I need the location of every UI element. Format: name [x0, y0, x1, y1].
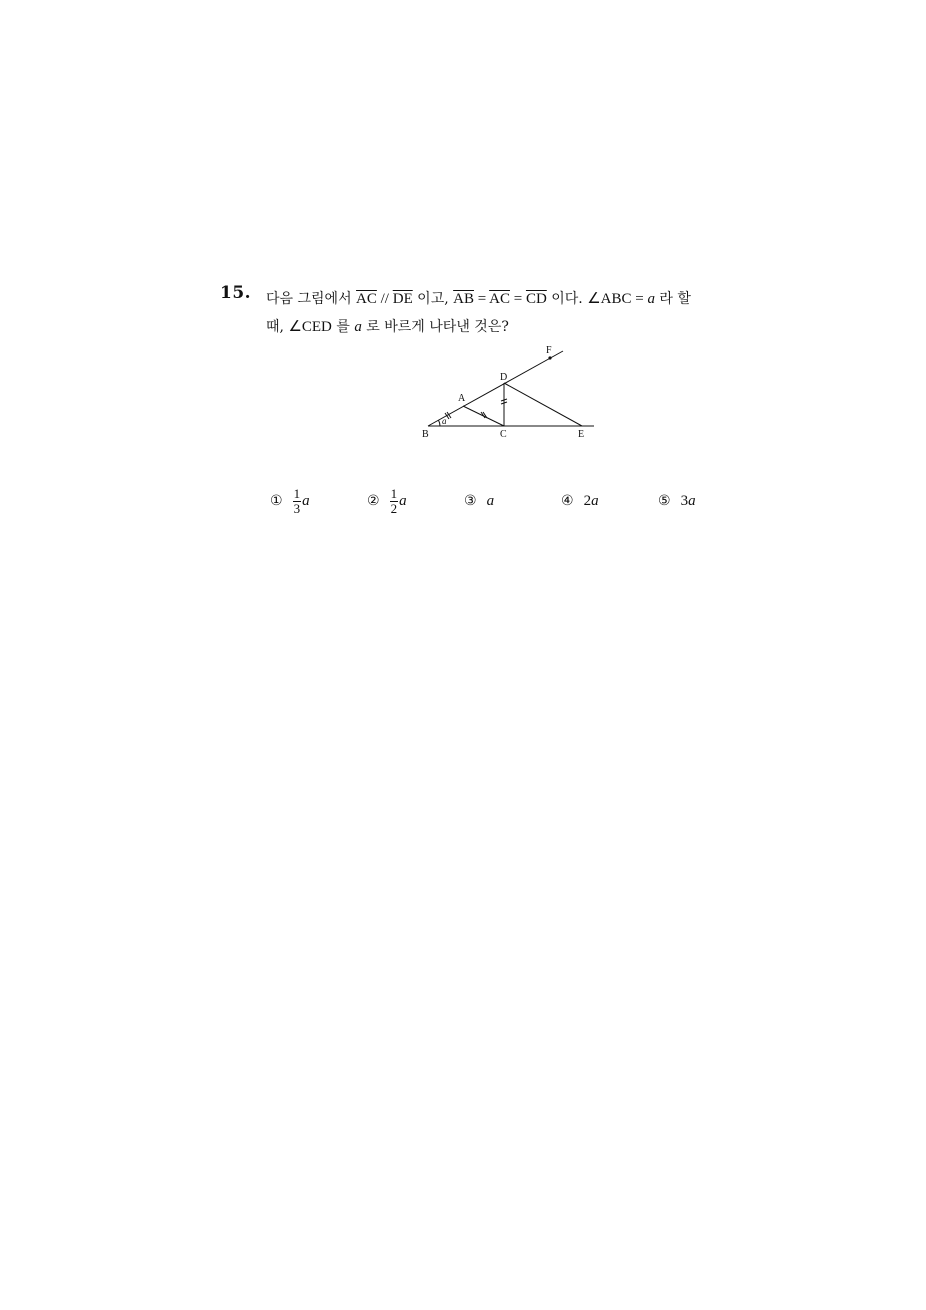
- choice-variable: a: [486, 492, 495, 509]
- label-angle-a: a: [442, 416, 447, 426]
- choice-variable: a: [688, 492, 696, 509]
- answer-choices: [270, 481, 740, 521]
- segment-ab: $\overline{AB}$: [453, 291, 474, 307]
- label-d: D: [500, 372, 508, 383]
- geometry-figure: [418, 343, 598, 443]
- variable-a: a: [354, 319, 362, 335]
- segment-ac: $\overline{AC}$: [489, 291, 510, 307]
- stem-text: 이고,: [412, 291, 454, 307]
- label-f: F: [546, 345, 552, 356]
- parallel-symbol: //: [376, 291, 393, 307]
- label-e: E: [578, 429, 585, 440]
- fraction-denominator: 2: [390, 500, 398, 516]
- fraction-numerator: 1: [293, 485, 301, 501]
- equals-sign: =: [473, 291, 490, 307]
- stem-text: 다음 그림에서: [266, 291, 357, 307]
- variable-a: a: [647, 291, 655, 307]
- label-c: C: [500, 429, 507, 440]
- stem-line-2: [266, 313, 766, 341]
- segment-de: $\overline{DE}$: [392, 291, 413, 307]
- choice-marker: ①: [270, 493, 283, 509]
- angle-abc: ∠ABC =: [587, 291, 648, 307]
- choice-variable: a: [302, 492, 310, 509]
- label-a: A: [458, 393, 466, 404]
- choice-5[interactable]: [658, 481, 696, 521]
- choice-marker: ④: [561, 493, 574, 509]
- stem-text: 로 바르게 나타낸 것은?: [361, 319, 509, 335]
- choice-marker: ③: [464, 493, 477, 509]
- choice-2[interactable]: [367, 481, 407, 521]
- choice-coefficient: 3: [680, 492, 689, 509]
- question-stem: [266, 285, 766, 341]
- question-number: 15.: [220, 283, 252, 303]
- stem-text: 라 할: [654, 291, 691, 307]
- fraction: [293, 487, 302, 516]
- choice-1[interactable]: [270, 481, 310, 521]
- segment-de-line: [504, 383, 582, 426]
- stem-text: 때,: [266, 319, 289, 335]
- stem-line-1: [266, 285, 766, 313]
- choice-marker: ⑤: [658, 493, 671, 509]
- choice-4[interactable]: [561, 481, 599, 521]
- stem-text: 를: [331, 319, 355, 335]
- triangle-diagram: [418, 343, 598, 443]
- stem-text: 이다.: [546, 291, 588, 307]
- choice-3[interactable]: [464, 481, 494, 521]
- choice-coefficient: 2: [583, 492, 592, 509]
- choice-variable: a: [399, 492, 407, 509]
- fraction-numerator: 1: [390, 485, 398, 501]
- equals-sign: =: [509, 291, 526, 307]
- label-b: B: [422, 429, 429, 440]
- segment-cd: $\overline{CD}$: [525, 291, 547, 307]
- fraction: [390, 487, 399, 516]
- angle-arc-b: [439, 420, 441, 426]
- segment-ac: $\overline{AC}$: [356, 291, 377, 307]
- fraction-denominator: 3: [293, 500, 301, 516]
- angle-ced: ∠CED: [288, 319, 332, 335]
- choice-marker: ②: [367, 493, 380, 509]
- point-f-dot: [548, 356, 551, 359]
- choice-variable: a: [591, 492, 599, 509]
